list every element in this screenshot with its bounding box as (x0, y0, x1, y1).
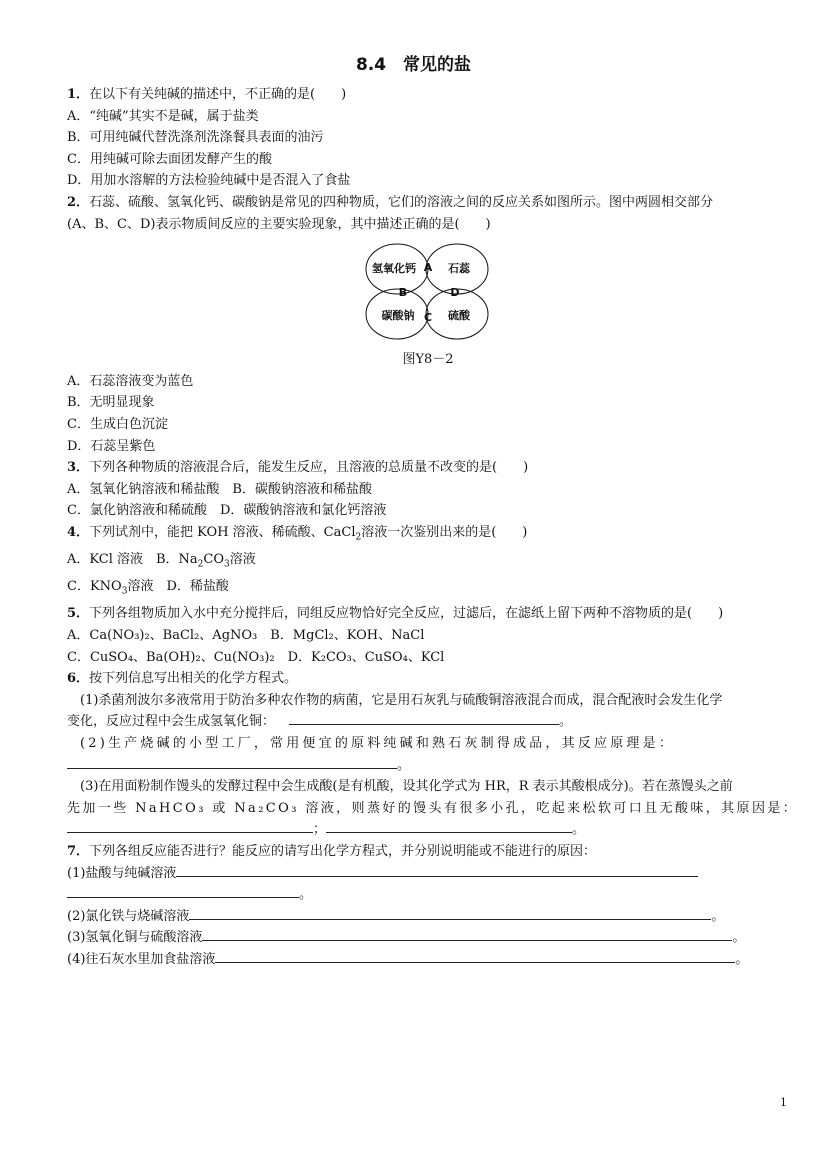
subscript: 3 (121, 586, 128, 597)
question-number: 3． (67, 460, 90, 476)
page-title: 8.4 常见的盐 (355, 55, 472, 75)
option: C．生成白色沉淀 (67, 416, 168, 432)
question-text: 按下列信息写出相关的化学方程式。 (89, 671, 298, 687)
q6-part3-line3 (67, 819, 789, 841)
option-row: C．CuSO₄、Ba(OH)₂、Cu(NO₃)₂ D．K₂CO₃、CuSO₄、KCl (67, 649, 445, 665)
item-text: (2)氯化铁与烧碱溶液 (67, 908, 190, 924)
option: D．石蕊呈紫色 (67, 438, 156, 454)
question-number: 5． (67, 606, 90, 622)
question-number: 6． (67, 671, 90, 687)
q7-item-4 (67, 949, 789, 971)
option-text: A．KCl 溶液 B．Na (67, 552, 198, 568)
option-row: C．氯化钠溶液和稀硫酸 D．碳酸钠溶液和氯化钙溶液 (67, 503, 387, 519)
q6-part1-line2 (67, 711, 789, 733)
question-number: 2． (67, 194, 90, 210)
option-row: A．氢氧化钠溶液和稀盐酸 B．碳酸钠溶液和稀盐酸 (67, 481, 372, 497)
region-c: C (423, 311, 433, 325)
q6-part2-text: (2)生产烧碱的小型工厂，常用便宜的原料纯碱和熟石灰制得成品，其反应原理是： (80, 736, 676, 752)
option: B．无明显现象 (67, 395, 155, 411)
subscript: 2 (197, 559, 204, 570)
region-b: B (398, 286, 408, 300)
answer-blank[interactable] (326, 819, 572, 833)
question-4-stem (67, 522, 789, 549)
venn-figure (67, 239, 789, 347)
page-number: 1 (780, 1096, 787, 1109)
q6-part3-text2: 先加一些 NaHCO₃ 或 Na₂CO₃ 溶液，则蒸好的馒头有很多小孔，吃起来松软可口且无酸味，其原因是： (67, 800, 799, 816)
question-text: 在以下有关纯碱的描述中，不正确的是( ) (89, 87, 347, 102)
question-1-stem (67, 84, 789, 106)
question-number: 7． (67, 844, 90, 859)
question-number: 4． (67, 524, 90, 540)
question-7-stem (67, 841, 789, 863)
label-sulfuric-acid: 硫酸 (448, 309, 470, 323)
question-text: (A、B、C、D)表示物质间反应的主要实验现象，其中描述正确的是( ) (67, 216, 491, 232)
end-mark: 。 (299, 887, 313, 903)
label-calcium-hydroxide: 氢氧化钙 (372, 262, 416, 276)
item-text: (4)往石灰水里加食盐溶液 (67, 951, 216, 967)
q6-part2-line2 (67, 755, 789, 777)
answer-blank[interactable] (289, 711, 559, 725)
venn-diagram (67, 239, 789, 347)
answer-blank[interactable] (215, 949, 735, 963)
option-text: C．KNO (67, 579, 122, 595)
q6-part1-text: (1)杀菌剂波尔多液常用于防治多种农作物的病菌，它是用石灰乳与硫酸铜溶液混合而成，混合配液时会发生化学 (80, 692, 723, 708)
q6-part3-text: (3)在用面粉制作馒头的发酵过程中会生成酸(是有机酸，设其化学式为 HR，R 表示其酸根成分)。若在蒸馒头之前 (80, 779, 733, 795)
end-mark: 。 (559, 714, 573, 730)
answer-blank[interactable] (67, 819, 313, 833)
question-5-stem (67, 603, 789, 625)
end-mark: 。 (732, 930, 746, 946)
option: D．用加水溶解的方法检验纯碱中是否混入了食盐 (67, 173, 351, 189)
answer-blank[interactable] (189, 906, 711, 920)
option-row: A．Ca(NO₃)₂、BaCl₂、AgNO₃ B．MgCl₂、KOH、NaCl (67, 628, 425, 644)
label-sodium-carbonate: 碳酸钠 (381, 309, 415, 323)
questions (67, 84, 799, 971)
semicolon: ； (313, 822, 327, 838)
end-mark: 。 (397, 757, 411, 773)
question-text: 下列各组反应能否进行？能反应的请写出化学方程式，并分别说明能或不能进行的原因： (89, 844, 597, 859)
option-row (67, 576, 789, 603)
answer-blank[interactable] (67, 755, 397, 769)
option: A．“纯碱”其实不是碱，属于盐类 (67, 108, 259, 124)
answer-blank[interactable] (202, 927, 732, 941)
question-2-stem (67, 192, 789, 214)
question-6-stem (67, 668, 789, 690)
q7-item-1-cont (67, 884, 789, 906)
item-text: (1)盐酸与纯碱溶液 (67, 865, 177, 881)
label-litmus: 石蕊 (448, 262, 470, 276)
question-text: 溶液一次鉴别出来的是( ) (361, 524, 528, 540)
question-text: 石蕊、硫酸、氢氧化钙、碳酸钠是常见的四种物质，它们的溶液之间的反应关系如图所示。图中两圆相交部分 (89, 194, 714, 210)
region-a: A (423, 261, 433, 275)
question-number: 1． (67, 87, 90, 102)
subscript: 2 (355, 532, 362, 543)
option-row (67, 549, 789, 576)
q7-item-2 (67, 906, 789, 928)
option-text: 溶液 (229, 552, 256, 568)
answer-blank[interactable] (67, 884, 299, 898)
subscript: 3 (224, 559, 230, 570)
question-text: 下列试剂中，能把 KOH 溶液、稀硫酸、CaCl (89, 524, 356, 540)
option: B．可用纯碱代替洗涤剂洗涤餐具表面的油污 (67, 130, 324, 146)
figure-caption: 图Y8－2 (402, 352, 454, 368)
question-text: 下列各组物质加入水中充分搅拌后，同组反应物恰好完全反应，过滤后，在滤纸上留下两种不溶物质的是( ) (89, 606, 724, 622)
option-text: 溶液 D．稀盐酸 (127, 579, 229, 595)
question-text: 下列各种物质的溶液混合后，能发生反应，且溶液的总质量不改变的是( ) (89, 460, 529, 476)
region-d: D (450, 286, 460, 300)
option: C．用纯碱可除去面团发酵产生的酸 (67, 151, 272, 167)
item-text: (3)氢氧化铜与硫酸溶液 (67, 930, 203, 946)
option-text: CO (203, 552, 225, 568)
q7-item-1 (67, 863, 789, 885)
answer-blank[interactable] (176, 863, 698, 877)
option: A．石蕊溶液变为蓝色 (67, 373, 194, 389)
end-mark: 。 (735, 951, 749, 967)
end-mark: 。 (572, 822, 586, 838)
q7-item-3 (67, 927, 789, 949)
question-text: 变化，反应过程中会生成氢氧化铜： (67, 714, 276, 730)
end-mark: 。 (711, 908, 725, 924)
question-3-stem (67, 457, 789, 479)
